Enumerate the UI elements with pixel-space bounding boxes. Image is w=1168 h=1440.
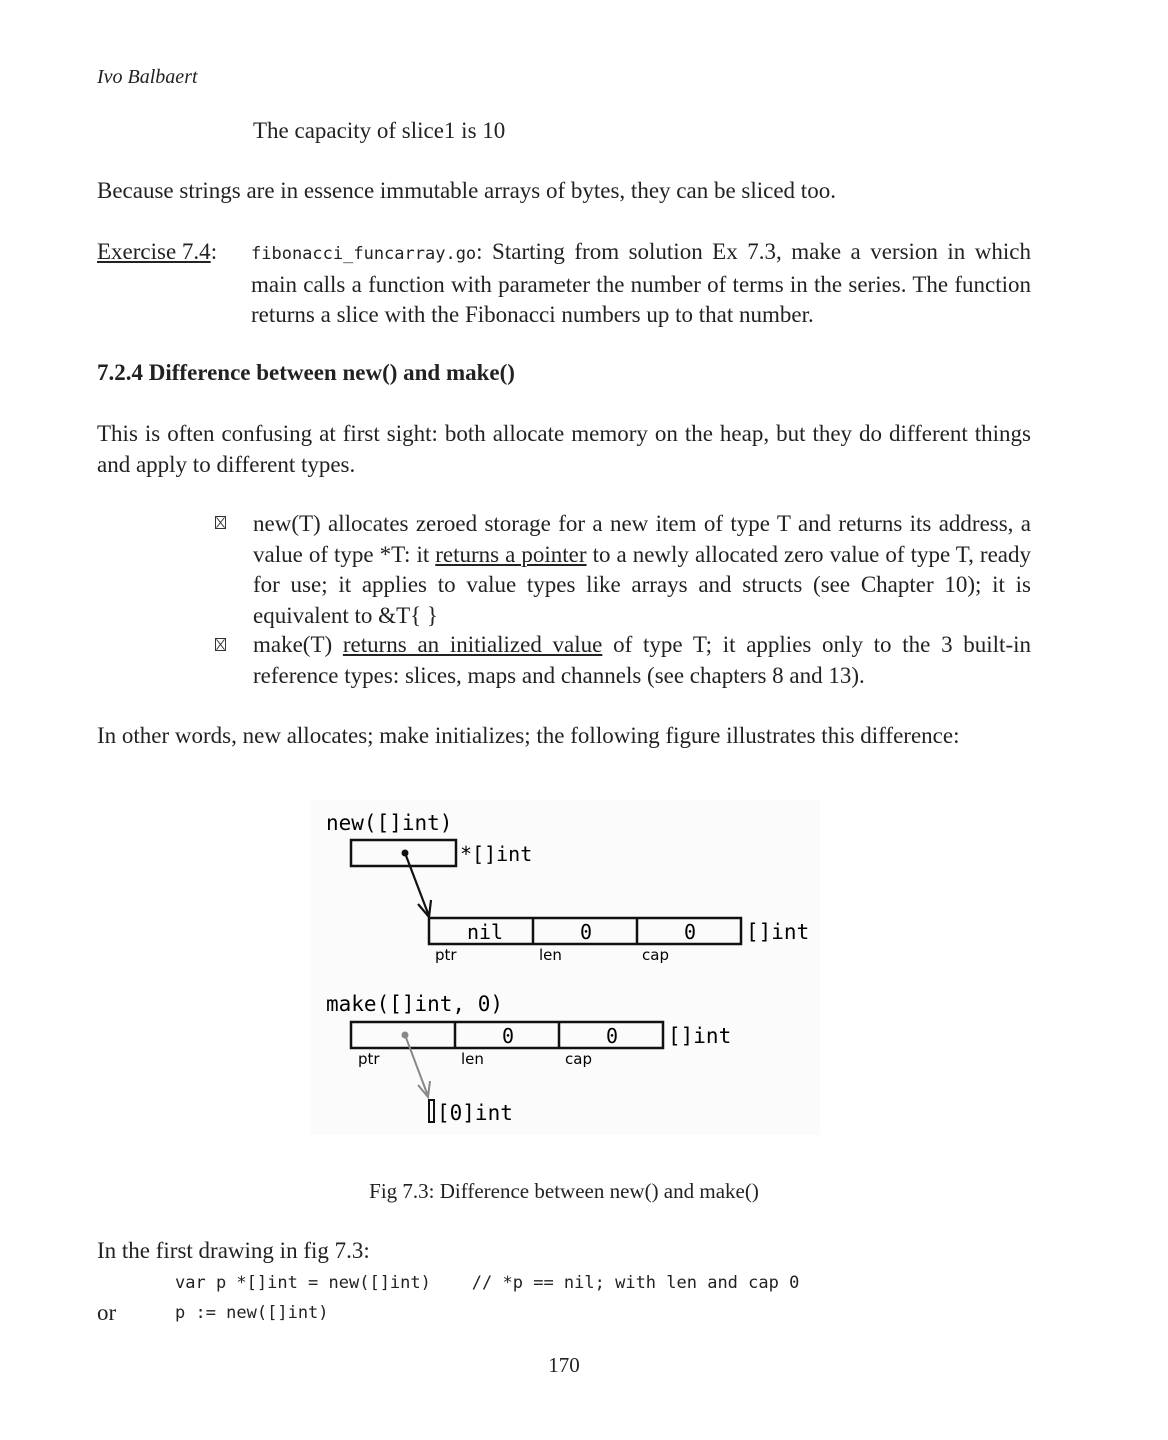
exercise-filename: fibonacci_funcarray.go	[251, 244, 477, 264]
new-call-label: new([]int)	[326, 811, 453, 835]
strings-paragraph: Because strings are in essence immutable arrays of bytes, they can be sliced too.	[97, 178, 836, 203]
new-vs-make-figure	[310, 800, 830, 1140]
bullet-text: make(T)	[253, 632, 343, 657]
exercise-label	[97, 237, 217, 268]
other-words-paragraph: In other words, new allocates; make initializes; the following figure illustrates this difference:	[97, 723, 960, 748]
field-label-ptr: ptr	[435, 946, 457, 964]
pointer-type-label: *[]int	[460, 842, 533, 866]
field-label-len: len	[539, 946, 562, 964]
running-header-author: Ivo Balbaert	[97, 66, 198, 88]
output-line: The capacity of slice1 is 10	[253, 118, 506, 143]
field-label-cap: cap	[642, 946, 669, 964]
cell-ptr: nil	[466, 920, 504, 944]
exercise-link[interactable]: Exercise 7.4	[97, 239, 211, 264]
bullet-make	[253, 630, 1031, 691]
bullet-text: new(T) allocates zeroed storage for a new item of type T and returns its address, a value of type *T: it	[253, 511, 1031, 567]
exercise-description: : Starting from solution Ex 7.3, make a version in which main calls a function with parameter the number of terms in the series. The function returns a slice with the Fibonacci numbers up to that number.	[251, 239, 1031, 327]
bullet-text: of type T; it applies only to the 3 built-in reference types: slices, maps and channels (see chapters 8 and 13).	[253, 632, 1031, 688]
first-drawing-paragraph: In the first drawing in fig 7.3:	[97, 1238, 370, 1263]
bullet-new	[253, 509, 1031, 631]
exercise-colon: :	[210, 239, 218, 264]
make-field-label-ptr: ptr	[358, 1050, 380, 1068]
make-cell-cap: 0	[605, 1024, 619, 1048]
make-cell-len: 0	[501, 1024, 515, 1048]
make-field-label-cap: cap	[565, 1050, 592, 1068]
cell-len: 0	[579, 920, 593, 944]
bullet-underline: returns a pointer	[435, 541, 587, 567]
section-heading: 7.2.4 Difference between new() and make()	[97, 360, 515, 385]
exercise-text	[251, 237, 1031, 331]
slice-type-label: []int	[746, 920, 810, 944]
figure-caption: Fig 7.3: Difference between new() and make()	[369, 1179, 759, 1203]
bullet-icon	[215, 516, 226, 529]
bullet-text: to a newly allocated zero value of type T, ready for use; it applies to value types like arrays and structs (see Chapter 10); it is equivalent to &T{ }	[253, 541, 1031, 628]
make-call-label: make([]int, 0)	[326, 992, 504, 1016]
make-slice-type-label: []int	[668, 1024, 732, 1048]
bullet-underline: returns an initialized value	[342, 632, 603, 657]
page-number: 170	[548, 1353, 580, 1377]
array-type-label: [0]int	[437, 1101, 513, 1125]
code-line: var p *[]int = new([]int) // *p == nil; with len and cap 0	[175, 1273, 800, 1293]
bullet-icon	[215, 638, 226, 651]
code-line: p := new([]int)	[175, 1303, 329, 1323]
make-field-label-len: len	[461, 1050, 484, 1068]
code-prefix-or: or	[97, 1300, 117, 1325]
intro-paragraph: This is often confusing at first sight: both allocate memory on the heap, but they do different things and apply to different types.	[97, 421, 1031, 477]
cell-cap: 0	[683, 920, 697, 944]
